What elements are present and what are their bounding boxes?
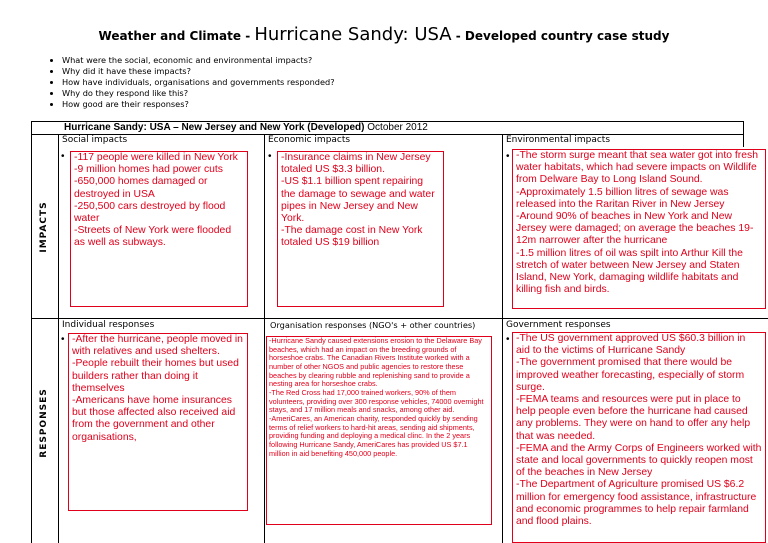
- table-header-line: [31, 134, 744, 135]
- economic-impacts-heading: Economic impacts: [268, 135, 351, 145]
- individual-response-item: -People rebuilt their homes but used builders rather than doing it themselves: [72, 358, 239, 394]
- social-impacts-box: [70, 151, 248, 307]
- table-border-right: [743, 121, 744, 147]
- individual-responses-heading: Individual responses: [62, 320, 155, 330]
- individual-response-item: -After the hurricane, people moved in with relatives and used shelters.: [72, 334, 243, 358]
- case-study-name: Hurricane Sandy: USA – New Jersey and New York (Developed): [64, 122, 365, 133]
- economic-impacts-box: [277, 151, 444, 307]
- individual-response-item: -Americans have home insurances but those affected also received aid from the government and other organisations,: [72, 395, 236, 443]
- bullet: •: [506, 151, 510, 162]
- social-impact-item: -250,500 cars destroyed by flood water: [74, 200, 226, 225]
- environmental-impact-item: -Around 90% of beaches in New York and New Jersey were damaged; on average the beaches 19-12m narrower after the hurricane: [516, 211, 754, 247]
- government-responses-heading: Government responses: [506, 320, 611, 330]
- government-response-item: -The Department of Agriculture promised US $6.2 million for emergency food assistance, infrastructure and economic programmes to help repair farmland and flood plains.: [516, 479, 757, 528]
- bullet: •: [61, 334, 65, 345]
- economic-impact-item: -Insurance claims in New Jersey totaled US $3.3 billion.: [281, 152, 431, 176]
- row-label-responses: RESPONSES: [39, 388, 49, 458]
- social-impact-item: -Streets of New York were flooded as well as subways.: [74, 225, 232, 249]
- government-response-item: -FEMA and the Army Corps of Engineers worked with state and local governments to quickly reopen most of the beaches in New Jersey: [516, 442, 762, 479]
- organisation-response-item: -The Red Cross had 17,000 trained workers, 90% of them volunteers, providing over 300 response vehicles, 74000 overnight stays, and 17 million meals and snacks, among other aid.: [269, 387, 484, 415]
- table-middle-line: [31, 318, 768, 319]
- environmental-impacts-box: [512, 149, 766, 309]
- case-study-title: [64, 122, 428, 133]
- title-main: Hurricane Sandy: USA: [254, 24, 452, 45]
- environmental-impact-item: -The storm surge meant that sea water got into fresh water habitats, which had severe impacts on Wildlife from Delware Bay to Long Island Sound.: [516, 150, 758, 186]
- social-impact-item: -9 million homes had power cuts: [74, 164, 224, 176]
- organisation-response-item: -Hurricane Sandy caused extensions erosion to the Delaware Bay beaches, which had an impact on the breeding grounds of horseshoe crabs. The Canadian Rivers Institute worked with a number of other NGOS and public agencies to restore these beaches by clearing rubble and replenishing sand to provide a nesting area for horseshoe crabs.: [269, 336, 482, 389]
- bullet: •: [61, 151, 65, 162]
- row-label-impacts: IMPACTS: [39, 201, 49, 253]
- organisation-response-item: -AmeriCares, an American charity, responded quickly by sending terms of relief workers to hard-hit areas, sending aid shipments, providing funding and deploying a medical clinc. In the 2 years following Hurricane Sandy, AmeriCares has provided US $7.1 million in aid benefiting 450,000 people.: [269, 413, 478, 458]
- government-response-item: -FEMA teams and resources were put in place to help people even before the hurricane had caused any problems. They were on hand to offer any help that was needed.: [516, 394, 751, 442]
- environmental-impact-item: -Approximately 1.5 billion litres of sewage was released into the Raritan River in New Jersey: [516, 186, 729, 210]
- government-response-item: -The government promised that there would be improved weather forecasting, especially of storm surge.: [516, 357, 745, 393]
- economic-impact-item: -US $1.1 billion spent repairing the damage to sewage and water pipes in New Jersey and New York.: [281, 176, 435, 225]
- title-prefix: Weather and Climate -: [98, 29, 255, 43]
- bullet: •: [506, 334, 510, 345]
- col-divider-3: [502, 134, 503, 543]
- government-response-item: -The US government approved US $60.3 billion in aid to the victims of Hurricane Sandy: [516, 333, 746, 357]
- government-responses-box: [512, 332, 766, 543]
- question-list: [44, 55, 335, 110]
- question-item: • How good are their responses?: [62, 99, 335, 110]
- organisation-responses-heading: Organisation responses (NGO's + other countries): [270, 320, 476, 330]
- environmental-impact-item: -1.5 million litres of oil was spilt into Arthur Kill the stretch of water between New Jersey and Staten Island, New York, damaging wildlife habitats and killing fish and birds.: [516, 247, 743, 296]
- environmental-impacts-heading: Environmental impacts: [506, 135, 611, 145]
- question-item: • What were the social, economic and environmental impacts?: [62, 55, 335, 66]
- question-item: • Why did it have these impacts?: [62, 66, 335, 77]
- page-title: [0, 24, 768, 45]
- col-divider-2: [264, 134, 265, 543]
- organisation-responses-box: [266, 336, 492, 525]
- individual-responses-box: [68, 333, 248, 511]
- case-study-date: October 2012: [367, 122, 428, 133]
- economic-impact-item: -The damage cost in New York totaled US $19 billion: [281, 225, 423, 249]
- social-impact-item: -117 people were killed in New York: [74, 152, 238, 163]
- question-item: • How have individuals, organisations and governments responded?: [62, 77, 335, 88]
- title-suffix: - Developed country case study: [451, 29, 670, 43]
- social-impacts-heading: Social impacts: [62, 135, 128, 145]
- bullet: •: [268, 151, 272, 162]
- col-divider-1: [58, 134, 59, 543]
- social-impact-item: -650,000 homes damaged or destroyed in USA: [74, 176, 208, 200]
- table-border-left: [31, 121, 32, 543]
- question-item: • Why do they respond like this?: [62, 88, 335, 99]
